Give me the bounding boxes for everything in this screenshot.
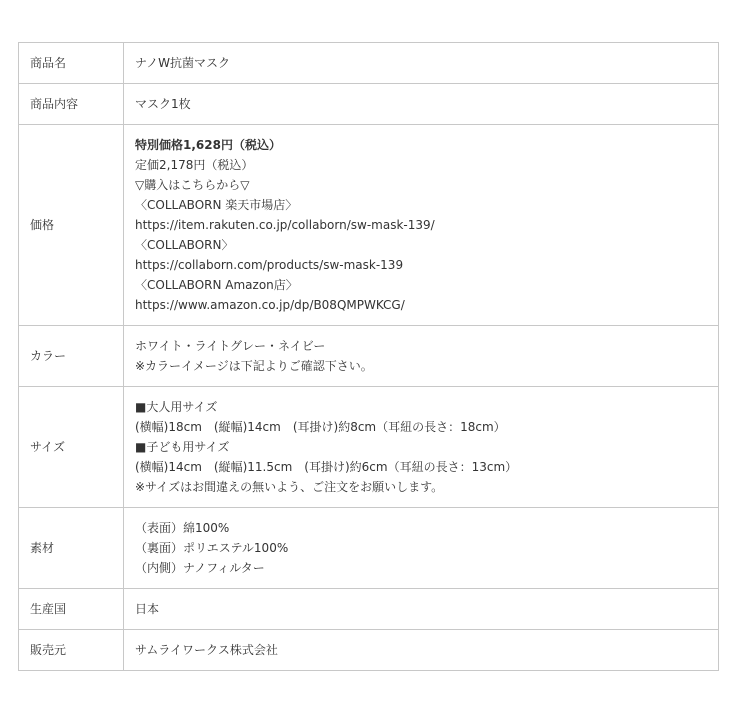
child-size-heading: ■子ども用サイズ (135, 440, 230, 454)
label-material: 素材 (19, 508, 124, 589)
rakuten-store-label: 〈COLLABORN 楽天市場店〉 (135, 198, 298, 212)
table-row-product-name (19, 43, 719, 84)
material-back-text: （裏面）ポリエステル100% (135, 541, 289, 555)
value-country (124, 589, 719, 630)
child-size-dimensions: (横幅)14cm (縦幅)11.5cm (耳掛け)約6cm（耳紐の長さ：13cm） (135, 460, 518, 474)
color-options-text: ホワイト・ライトグレー・ネイビー (135, 339, 326, 353)
table-row-material (19, 508, 719, 589)
official-store-label: 〈COLLABORN〉 (135, 238, 234, 252)
value-color (124, 326, 719, 387)
material-inner-text: （内側）ナノフィルター (135, 561, 265, 575)
value-material (124, 508, 719, 589)
official-store-link[interactable]: https://collaborn.com/products/sw-mask-139 (135, 258, 404, 272)
table-row-contents (19, 84, 719, 125)
rakuten-store-link[interactable]: https://item.rakuten.co.jp/collaborn/sw-mask-139/ (135, 218, 435, 232)
table-row-color (19, 326, 719, 387)
label-contents: 商品内容 (19, 84, 124, 125)
label-country: 生産国 (19, 589, 124, 630)
country-text: 日本 (135, 602, 160, 616)
label-color: カラー (19, 326, 124, 387)
adult-size-heading: ■大人用サイズ (135, 400, 218, 414)
table-row-price (19, 125, 719, 326)
label-product-name: 商品名 (19, 43, 124, 84)
value-contents (124, 84, 719, 125)
regular-price-text: 定価2,178円（税込） (135, 158, 254, 172)
table-row-seller (19, 630, 719, 671)
value-size (124, 387, 719, 508)
size-note-text: ※サイズはお間違えの無いよう、ご注文をお願いします。 (135, 480, 444, 494)
amazon-store-label: 〈COLLABORN Amazon店〉 (135, 278, 298, 292)
table-row-country (19, 589, 719, 630)
value-price (124, 125, 719, 326)
contents-text: マスク1枚 (135, 97, 191, 111)
material-surface-text: （表面）綿100% (135, 521, 230, 535)
label-price: 価格 (19, 125, 124, 326)
label-size: サイズ (19, 387, 124, 508)
special-price-text: 特別価格1,628円（税込） (135, 138, 281, 152)
seller-text: サムライワークス株式会社 (135, 643, 278, 657)
label-seller: 販売元 (19, 630, 124, 671)
product-name-text: ナノW抗菌マスク (135, 56, 231, 70)
color-note-text: ※カラーイメージは下記よりご確認下さい。 (135, 359, 373, 373)
value-seller (124, 630, 719, 671)
table-row-size (19, 387, 719, 508)
product-spec-table (18, 42, 719, 671)
amazon-store-link[interactable]: https://www.amazon.co.jp/dp/B08QMPWKCG/ (135, 298, 405, 312)
adult-size-dimensions: (横幅)18cm (縦幅)14cm (耳掛け)約8cm（耳紐の長さ：18cm） (135, 420, 506, 434)
value-product-name (124, 43, 719, 84)
purchase-here-text: ▽購入はこちらから▽ (135, 178, 250, 192)
